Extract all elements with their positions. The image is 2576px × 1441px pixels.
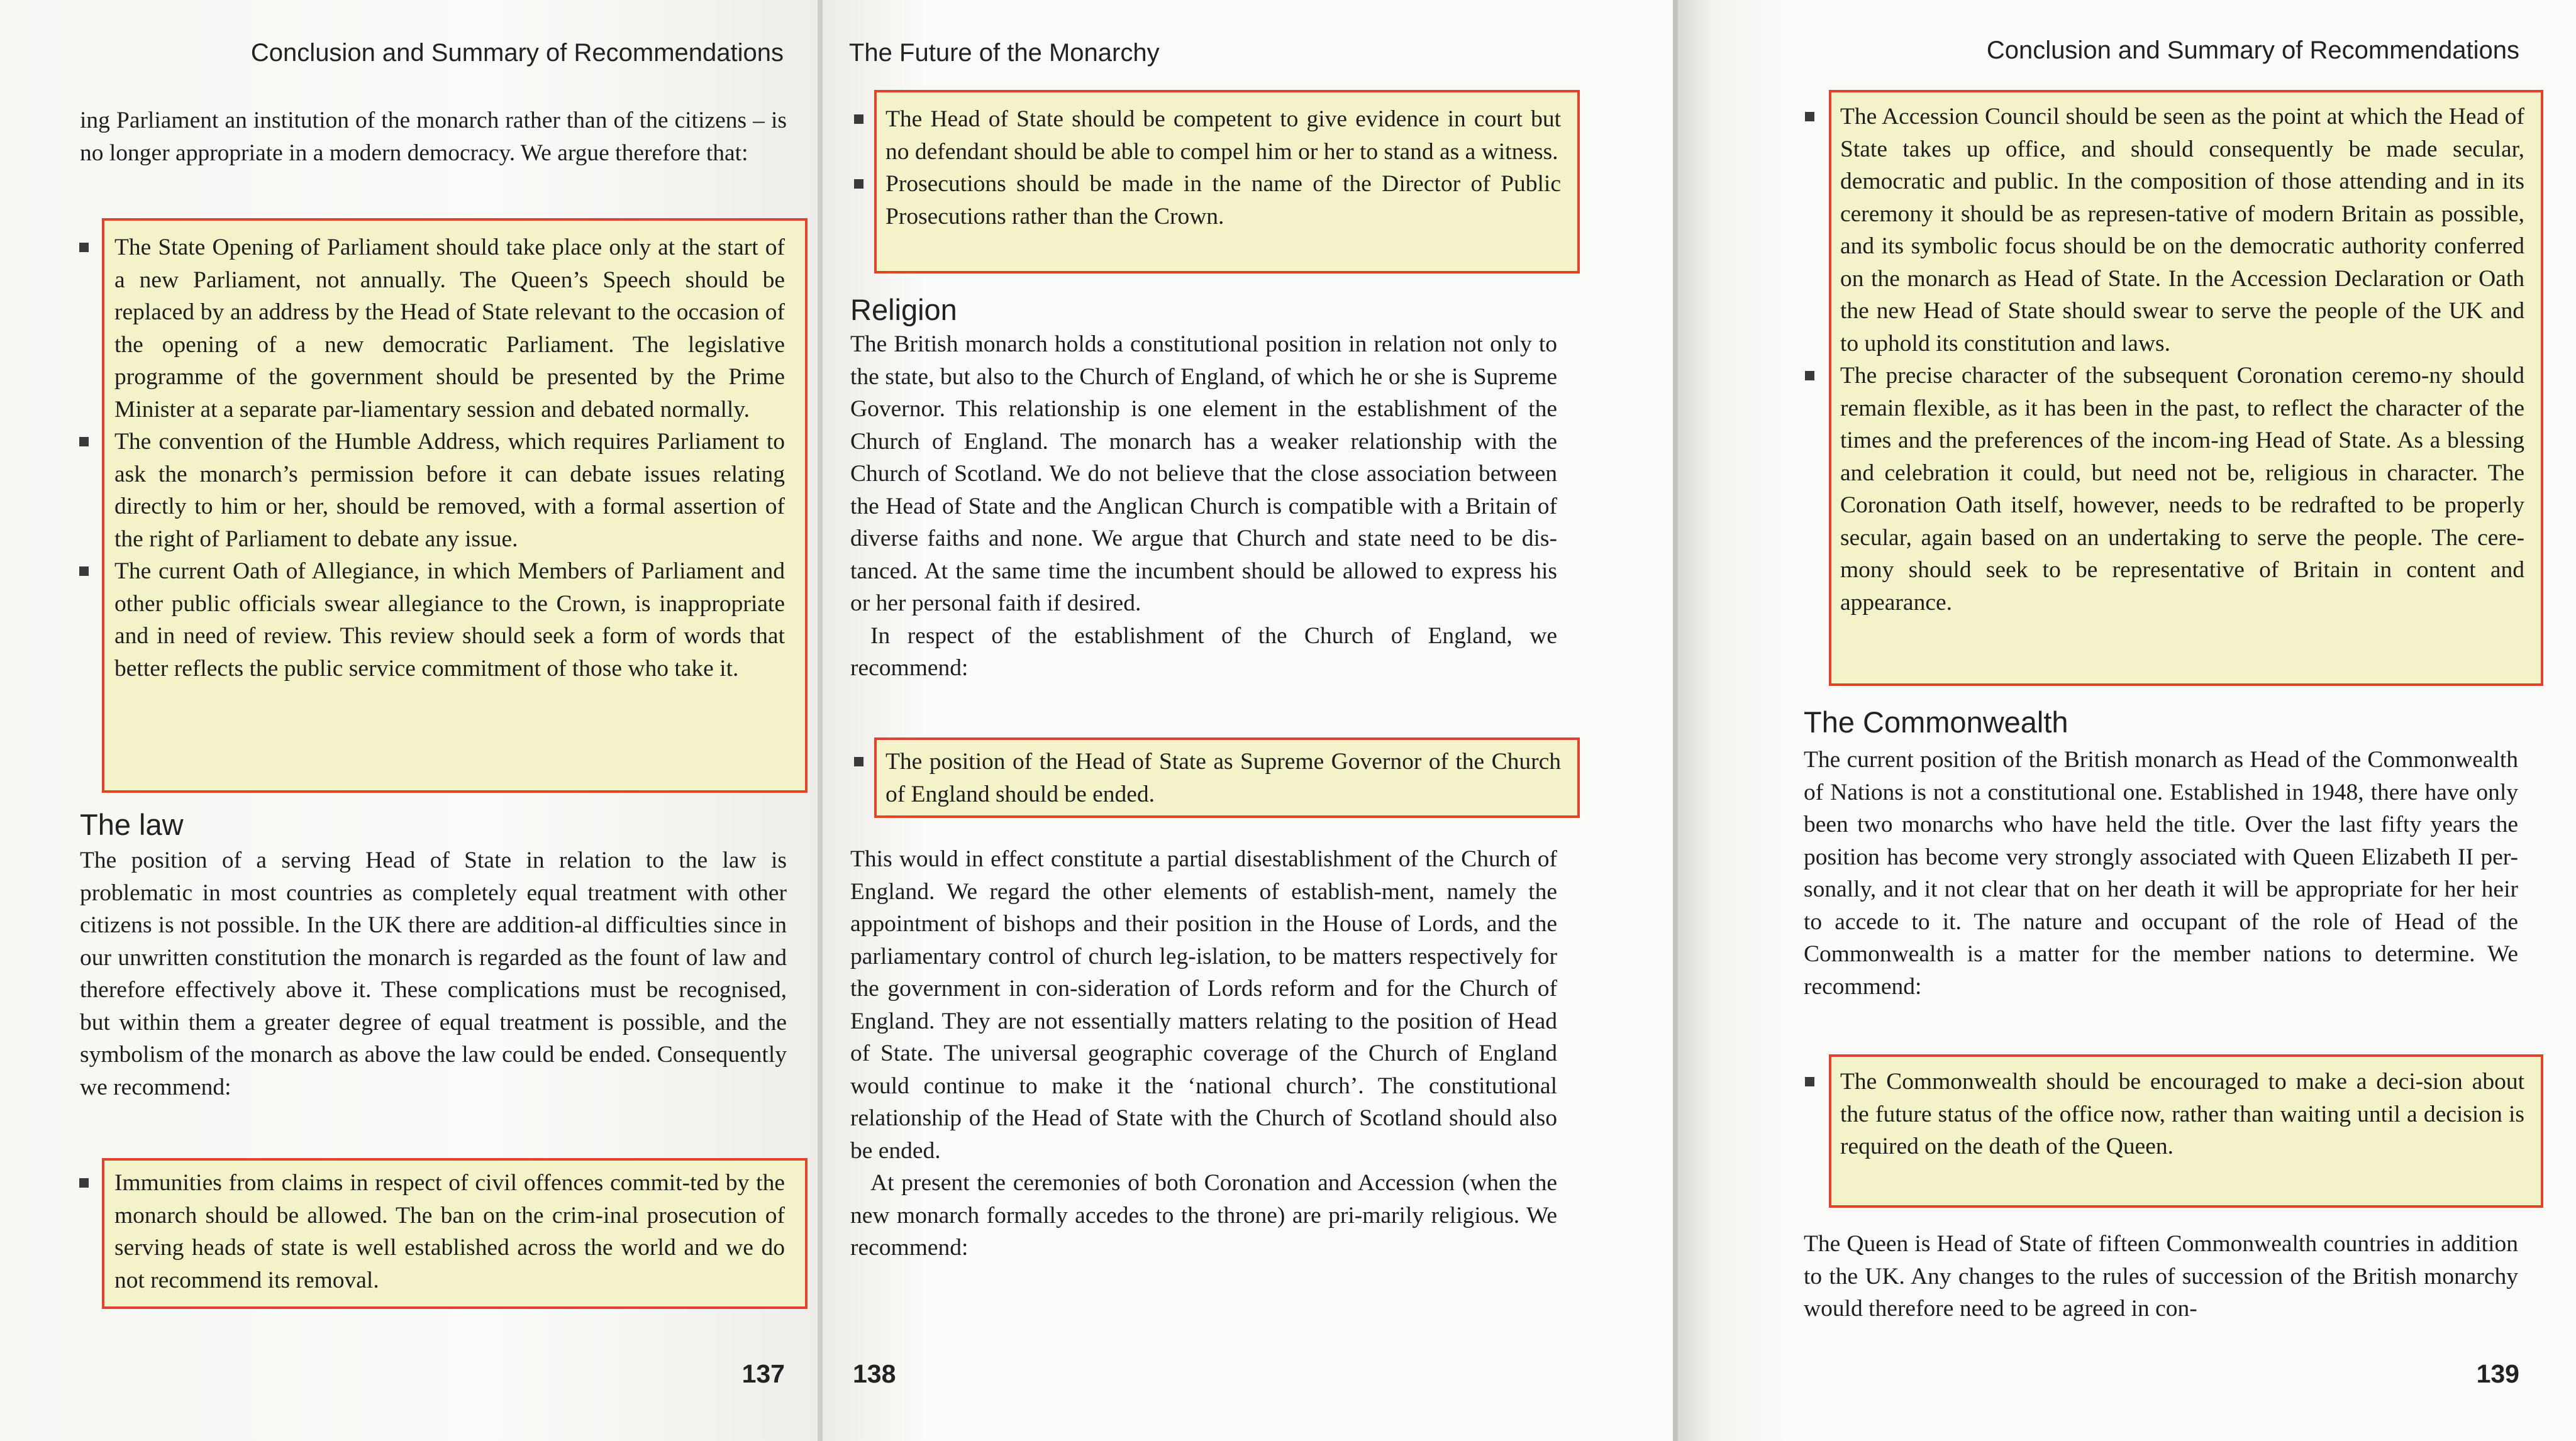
page-137: [0, 0, 818, 1441]
commonwealth-text: The current position of the British monarch as Head of the Commonwealth of Nations is not a constitutional one. Established in 1948, there have only been two monarchs who have held the title. Over the last fifty years the position has become very strongly associated with Queen Elizabeth II per-sonally, and it not clear that on her death it will be appropriate for her heir to accede to it. The nature and occupant of the role of Head of the Commonwealth is a matter for the member nations to determine. We recommend:: [1804, 747, 2518, 1000]
page-number: 139: [2476, 1359, 2519, 1388]
recommendation-list-accession: [1840, 101, 2524, 619]
page-gutter: [1673, 0, 1678, 1441]
running-header: Conclusion and Summary of Recommendations: [1986, 36, 2519, 64]
recommendation-item: [114, 555, 785, 685]
bullet-icon: [1805, 112, 1814, 121]
page-138: [823, 0, 1673, 1441]
bullet-icon: [854, 179, 863, 189]
bullet-icon: [79, 243, 89, 252]
section-heading-commonwealth: The Commonwealth: [1804, 705, 2068, 739]
recommendation-text: The Accession Council should be seen as the point at which the Head of State takes up office, and should consequently be made secular, democratic and public. In the composition of those attending and in its ceremony it should be as represen-tative of modern Britain as possible, and its symbolic focus should be on the democratic authority conferred on the monarch as Head of State. In the Accession Declaration or Oath the new Head of State should swear to serve the people of the UK and to uphold its constitution and laws.: [1840, 104, 2524, 356]
bullet-icon: [79, 566, 89, 576]
page-gutter: [818, 0, 823, 1441]
recommendation-list-commonwealth: [1840, 1066, 2524, 1163]
disestablishment-paragraph: [850, 843, 1557, 1264]
recommendation-text: The current Oath of Allegiance, in which Members of Parliament and other public officials swear allegiance to the Crown, is inappropriate and in need of review. This review should seek a form of words that better reflects the public service commitment of those who take it.: [114, 558, 785, 682]
bullet-icon: [1805, 371, 1814, 380]
religion-text: The British monarch holds a constitutional position in relation not only to the state, but also to the Church of England, of which he or she is Supreme Governor. This relationship is one element in the establishment of the Church of England. The monarch has a weaker relationship with the Church of Scotland. We do not believe that the close association between the Head of State and the Anglican Church is compatible with a Britain of diverse faiths and none. We argue that Church and state need to be dis-tanced. At the same time the incumbent should be allowed to express his or her personal faith if desired.: [850, 331, 1557, 616]
page-139: [1678, 0, 2576, 1441]
recommendation-item: [886, 746, 1561, 810]
section-heading-religion: Religion: [850, 293, 957, 326]
bullet-icon: [79, 437, 89, 446]
bullet-icon: [1805, 1077, 1814, 1086]
page-number: 137: [741, 1359, 785, 1388]
recommendation-item: [886, 103, 1561, 168]
recommendation-list-law: [114, 1167, 785, 1296]
recommendation-item: [114, 1167, 785, 1296]
recommendation-item: [114, 231, 785, 426]
religion-paragraph: [850, 328, 1557, 685]
intro-text: ing Parliament an institution of the monarch rather than of the citizens – is no longer appropriate in a modern democracy. We argue therefore that:: [80, 108, 787, 166]
recommendation-text: The Commonwealth should be encouraged to make a deci-sion about the future status of the office now, rather than waiting until a decision is required on the death of the Queen.: [1840, 1069, 2524, 1159]
succession-paragraph: [1804, 1228, 2518, 1325]
running-header: Conclusion and Summary of Recommendations: [250, 39, 784, 67]
recommendation-item: [1840, 1066, 2524, 1163]
law-text: The position of a serving Head of State in relation to the law is problematic in most countries as completely equal treatment with other citizens is not possible. In the UK there are addition-al difficulties since in our unwritten constitution the monarch is regarded as the fount of law and therefore effectively above it. These complications must be recognised, but within them a greater degree of equal treatment is possible, and the symbolism of the monarch as above the law could be ended. Consequently we recommend:: [80, 847, 787, 1100]
recommendation-item: [114, 426, 785, 555]
recommendation-list-parliament: [114, 231, 785, 685]
recommendation-text: Prosecutions should be made in the name of the Director of Public Prosecutions rather than the Crown.: [886, 171, 1561, 229]
recommendation-text: The convention of the Humble Address, which requires Parliament to ask the monarch’s permission before it can debate issues relating directly to him or her, should be removed, with a formal assertion of the right of Parliament to debate any issue.: [114, 429, 785, 552]
running-header: The Future of the Monarchy: [849, 39, 1160, 67]
recommendation-text: The State Opening of Parliament should take place only at the start of a new Parliament, not annually. The Queen’s Speech should be replaced by an address by the Head of State relevant to the occasion of the opening of a new democratic Parliament. The legislative programme of the government should be presented by the Prime Minister at a separate par-liamentary session and debated normally.: [114, 235, 785, 422]
recommendation-item: [1840, 101, 2524, 360]
recommendation-list-law-cont: [886, 103, 1561, 233]
recommendation-text: Immunities from claims in respect of civil offences commit-ted by the monarch should be allowed. The ban on the crim-inal prosecution of serving heads of state is well established across the world and we do not recommend its removal.: [114, 1170, 785, 1293]
coronation-text: At present the ceremonies of both Coronation and Accession (when the new monarch formally accedes to the throne) are pri-marily religious. We recommend:: [850, 1170, 1557, 1261]
recommendation-list-religion: [886, 746, 1561, 810]
bullet-icon: [854, 757, 863, 766]
intro-paragraph: [80, 104, 787, 169]
religion-text-2: In respect of the establishment of the Church of England, we recommend:: [850, 622, 1557, 681]
page-number: 138: [853, 1359, 896, 1388]
recommendation-text: The position of the Head of State as Supreme Governor of the Church of England should be ended.: [886, 749, 1561, 807]
bullet-icon: [79, 1178, 89, 1188]
disestablishment-text: This would in effect constitute a partial disestablishment of the Church of England. We regard the other elements of establish-ment, namely the appointment of bishops and their position in the House of Lords, and the parliamentary control of church leg-islation, to be matters respectively for the government in con-sideration of Lords reform and for the Church of England. They are not essentially matters relating to the position of Head of State. The universal geographic coverage of the Church of England would continue to make it the ‘national church’. The constitutional relationship of the Head of State with the Church of Scotland should also be ended.: [850, 846, 1557, 1164]
recommendation-text: The precise character of the subsequent Coronation ceremo-ny should remain flexible, as it has been in the past, to reflect the character of the times and the preferences of the incom-ing Head of State. As a blessing and celebration it could, but need not be, religious in character. The Coronation Oath itself, however, needs to be redrafted to be properly secular, again based on an undertaking to serve the people. The cere-mony should seek to be representative of Britain in content and appearance.: [1840, 363, 2524, 616]
commonwealth-paragraph: [1804, 744, 2518, 1003]
succession-text: The Queen is Head of State of fifteen Commonwealth countries in addition to the UK. Any changes to the rules of succession of the British monarchy would therefore need to be agreed in con-: [1804, 1231, 2518, 1322]
law-paragraph: [80, 844, 787, 1103]
bullet-icon: [854, 114, 863, 124]
section-heading-law: The law: [80, 808, 184, 841]
recommendation-text: The Head of State should be competent to give evidence in court but no defendant should be able to compel him or her to stand as a witness.: [886, 106, 1561, 165]
recommendation-item: [886, 168, 1561, 233]
recommendation-item: [1840, 360, 2524, 619]
